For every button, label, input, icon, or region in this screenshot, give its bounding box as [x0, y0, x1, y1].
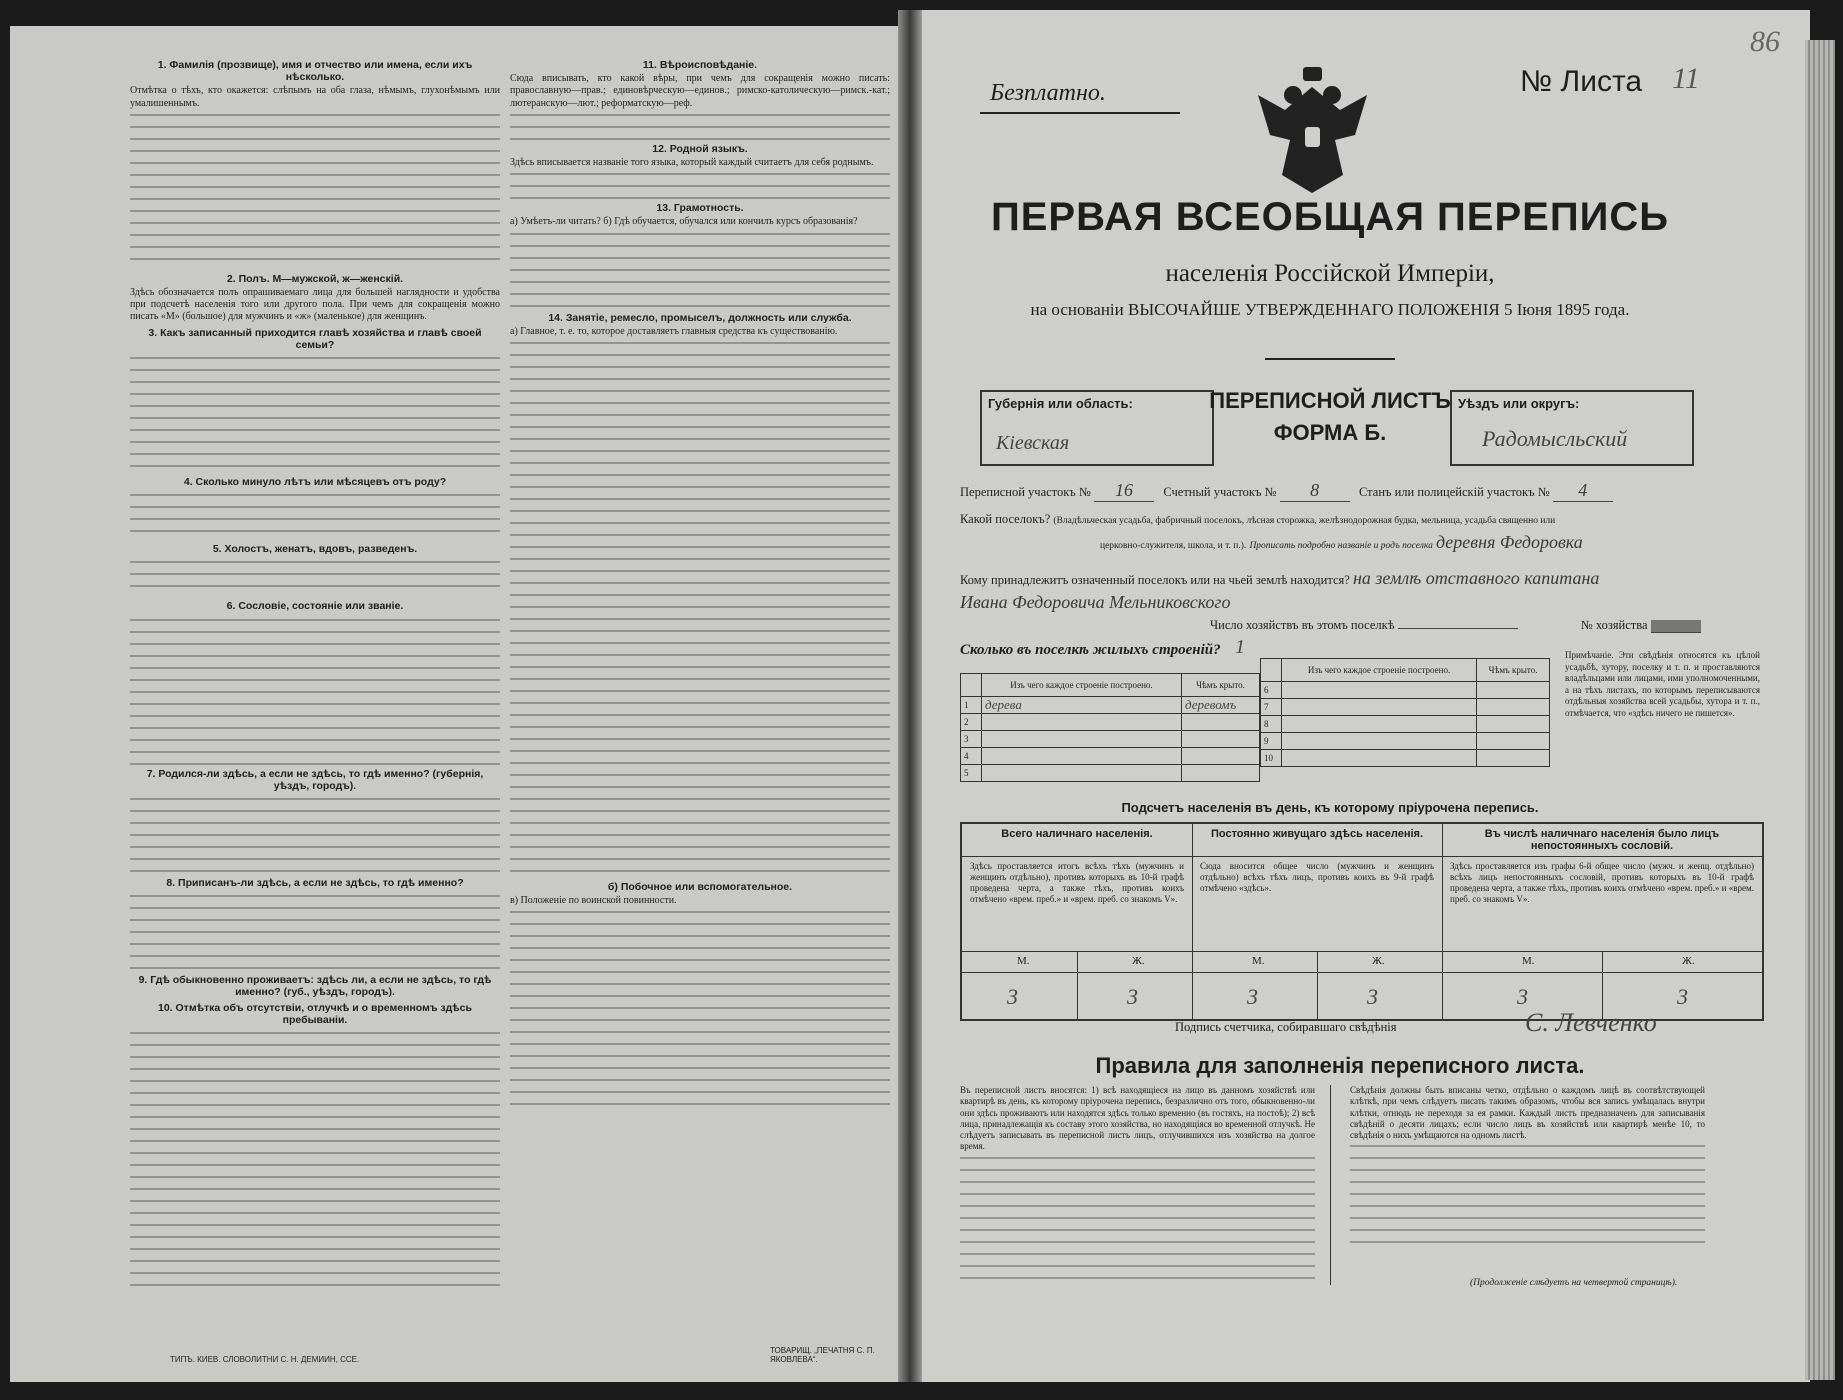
uezd-box — [1450, 390, 1694, 466]
settlement-field[interactable]: деревня Федоровка — [1435, 532, 1583, 552]
table-row: 1 дерева деревомъ — [961, 697, 1260, 714]
buildings-table-right: Изъ чего каждое строеніе построено. Чѣмъ крыто. 6 7 8 9 10 — [1260, 658, 1550, 767]
sex-header-row: М. Ж. М. Ж. М. Ж. — [962, 951, 1762, 973]
resident-population-column: Постоянно живущаго здѣсь населенія. Сюда вносится общее число (мужчинъ и женщинъ отдѣльно) всѣхъ тѣхъ лицъ, противъ коихъ въ 9-й графѣ отмѣчено «здѣсь». — [1192, 824, 1443, 1019]
buildings-note: Примѣчаніе. Эти свѣдѣнія относятся къ цѣлой усадьбѣ, хутору, поселку и т. п. и проставляются владѣльцами или лицами, ими уполномоченными, а на тѣхъ листахъ, по которымъ переписываются отдѣльныя хозяйства всей усадьбы, хутора и т. п., отмѣчается, что «здѣсь ничего не пишется». — [1565, 650, 1760, 718]
households-field[interactable] — [1398, 628, 1518, 629]
instructions-column-1 — [130, 56, 500, 1356]
households-line: Число хозяйствъ въ этомъ поселкѣ № хозяйства — [960, 618, 1720, 633]
stan-field[interactable]: 4 — [1553, 480, 1613, 502]
present-female-field[interactable]: 3 — [1127, 984, 1138, 1009]
household-no-field[interactable] — [1651, 620, 1701, 633]
page-edges — [1805, 40, 1835, 1380]
table-row: 3 — [961, 731, 1260, 748]
book-spine — [898, 10, 922, 1382]
uezd-label: Уѣздъ или округъ: — [1458, 396, 1580, 411]
section-14-b: б) Побочное или вспомогательное. в) Положеніе по воинской повинности. — [510, 881, 890, 1107]
census-subtitle: населенія Россійской Имперіи, — [1165, 260, 1495, 287]
owner-line: Кому принадлежитъ означенный поселокъ или на чьей землѣ находится? на землѣ отставного капитана — [960, 568, 1600, 588]
archive-page-number: 86 — [1750, 25, 1780, 58]
nonperm-male-field[interactable]: 3 — [1517, 984, 1528, 1009]
table-row: 6 — [1261, 682, 1550, 699]
section-10: 10. Отмѣтка объ отсутствіи, отлучкѣ и о временномъ здѣсь пребываніи. — [130, 1002, 500, 1288]
rules-column-1: Въ переписной листъ вносятся: 1) всѣ находящіеся на лицо въ данномъ хозяйствѣ или квартирѣ въ день, къ которому пріурочена перепись, безразлично отъ того, обыкновенно-ли они здѣсь проживаютъ или находятся здѣсь только временно (въ гостяхъ, на постоѣ); 2) всѣ лица, принадлежащія къ составу этого хозяйства, но находящіяся во временной отлучкѣ. Не слѣдуетъ записывать въ переписной листъ лицъ, отлучившихся изъ хозяйства на долгое время. — [960, 1085, 1315, 1283]
census-title: ПЕРВАЯ ВСЕОБЩАЯ ПЕРЕПИСЬ — [991, 195, 1669, 239]
owner-field-2[interactable]: Ивана Федоровича Мельниковского — [960, 592, 1231, 612]
instructions-page — [10, 26, 910, 1382]
buildings-count-field[interactable]: 1 — [1235, 636, 1245, 658]
census-section-field[interactable]: 16 — [1094, 480, 1154, 502]
section-5: 5. Холостъ, женатъ, вдовъ, разведенъ. — [130, 543, 500, 597]
form-title: ПЕРЕПИСНОЙ ЛИСТЪ ФОРМА Б. — [1209, 388, 1451, 445]
guberniya-field[interactable]: Кіевская — [996, 432, 1070, 454]
rules-column-2: Свѣдѣнія должны быть вписаны четко, отдѣльно о каждомъ лицѣ въ соотвѣтствующей клѣткѣ, при чемъ слѣдуетъ писать такимъ образомъ, чтобы вся запись умѣщалась внутри клѣтки, отнюдь не переходя за ея рамки. Каждый листъ предназначенъ для записыванія свѣдѣній о десяти лицахъ; если число лицъ въ хозяйствѣ или квартирѣ менѣе 10, то свѣдѣнія о нихъ умѣщаются на одномъ листѣ. — [1350, 1085, 1705, 1251]
section-14: 14. Занятіе, ремесло, промыселъ, должность или служба. а) Главное, т. е. то, которое доставляетъ главныя средства къ существованію. — [510, 312, 890, 878]
buildings-table-left: Изъ чего каждое строеніе построено. Чѣмъ крыто. 1 дерева деревомъ 2 3 4 5 — [960, 673, 1260, 782]
printer-imprint-right: ТОВАРИЩ. „ПЕЧАТНЯ С. П. ЯКОВЛЕВА“. — [770, 1346, 875, 1364]
instructions-column-2 — [510, 56, 890, 1316]
section-1: 1. Фамилія (прозвище), имя и отчество или имена, если ихъ нѣсколько. Отмѣтка о тѣхъ, кто окажется: слѣпымъ на оба глаза, нѣмымъ, глухонѣмымъ или умалишеннымъ. — [130, 59, 500, 270]
continued-note: (Продолженіе слѣдуетъ на четвертой страницѣ). — [1470, 1278, 1678, 1288]
sections-line: Переписной участокъ № 16 Счетный участокъ № 8 Станъ или полицейскій участокъ № 4 — [960, 480, 1720, 502]
settlement-line: Какой поселокъ? (Владѣльческая усадьба, фабричный поселокъ, лѣсная сторожка, желѣзнодорожная будка, мельница, усадьба священно или — [960, 512, 1556, 526]
resident-female-field[interactable]: 3 — [1367, 984, 1378, 1009]
settlement-line-2: церковно-служителя, школа, и т. п.). Прописать подробно названіе и родъ поселка деревня Федоровка — [1100, 532, 1583, 552]
table-row: 4 — [961, 748, 1260, 765]
population-title: Подсчетъ населенія въ день, къ которому пріурочена перепись. — [1121, 800, 1539, 815]
population-table — [960, 822, 1764, 1021]
enumerator-signature-label: Подпись счетчика, собиравшаго свѣдѣнія — [1175, 1020, 1397, 1034]
nonperm-female-field[interactable]: 3 — [1677, 984, 1688, 1009]
section-4: 4. Сколько минуло лѣтъ или мѣсяцевъ отъ роду? — [130, 476, 500, 540]
section-8: 8. Приписанъ-ли здѣсь, а если не здѣсь, то гдѣ именно? — [130, 877, 500, 971]
table-row: 7 — [1261, 699, 1550, 716]
table-row: 9 — [1261, 733, 1550, 750]
guberniya-box — [980, 390, 1214, 466]
sheet-number-value: 11 — [1672, 62, 1700, 95]
table-row: 10 — [1261, 750, 1550, 767]
owner-line-2 — [960, 592, 1720, 613]
legal-basis: на основаніи ВЫСОЧАЙШЕ УТВЕРЖДЕННАГО ПОЛОЖЕНІЯ 5 Іюня 1895 года. — [1030, 300, 1630, 319]
non-permanent-column: Въ числѣ наличнаго населенія было лицъ непостоянныхъ сословій. Здѣсь проставляется изъ графы 6-й общее число (мужч. и женщ. отдѣльно) всѣхъ лицъ непостоянныхъ сословій, противъ которыхъ въ 10-й графѣ проведена черта, а также тѣхъ, противъ коихъ отмѣчено «врем. преб.» и «врем. преб. со знакомъ V». — [1442, 824, 1762, 1019]
section-13: 13. Грамотность. а) Умѣетъ-ли читать? б) Гдѣ обучается, обучался или кончилъ курсъ образованія? — [510, 202, 890, 308]
sheet-number-label: № Листа — [1520, 65, 1643, 98]
census-form-page — [910, 10, 1810, 1382]
rules-title: Правила для заполненія переписного листа. — [1095, 1053, 1585, 1078]
uezd-field[interactable]: Радомысльский — [1482, 426, 1628, 451]
free-of-charge-label: Безплатно. — [990, 80, 1106, 106]
section-7: 7. Родился-ли здѣсь, а если не здѣсь, то гдѣ именно? (губернія, уѣздъ, городъ). — [130, 768, 500, 874]
section-11: 11. Вѣроисповѣданіе. Сюда вписывать, кто какой вѣры, при чемъ для сокращенія можно писать: православную—прав.; единовѣрческую—единов.; римско-католическую—римск.-кат.; лютеранскую—лют.; реформатскую—реф. — [510, 59, 890, 140]
double-headed-eagle-icon — [1255, 65, 1370, 195]
section-9: 9. Гдѣ обыкновенно проживаетъ: здѣсь ли, а если не здѣсь, то гдѣ именно? (губ., уѣздъ, городъ). — [138, 974, 492, 999]
present-population-column: Всего наличнаго населенія. Здѣсь проставляется итогъ всѣхъ тѣхъ (мужчинъ и женщинъ отдѣльно), противъ которыхъ въ 10-й графѣ проведена черта, а также тѣхъ, противъ коихъ отмѣчено «врем. преб.» и «врем. преб. со знакомъ V». — [962, 824, 1193, 1019]
guberniya-label: Губернія или область: — [988, 396, 1133, 411]
table-row: 8 — [1261, 716, 1550, 733]
section-6: 6. Сословіе, состояніе или званіе. — [130, 600, 500, 764]
section-12: 12. Родной языкъ. Здѣсь вписывается названіе того языка, который каждый считаетъ для себя роднымъ. — [510, 143, 890, 199]
table-row: 2 — [961, 714, 1260, 731]
table-row: 5 — [961, 765, 1260, 782]
count-section-field[interactable]: 8 — [1280, 480, 1350, 502]
enumerator-signature-field[interactable]: С. Левченко — [1525, 1008, 1657, 1037]
resident-male-field[interactable]: 3 — [1247, 984, 1258, 1009]
printer-imprint-left: ТИПЪ. КИЕВ. СЛОВОЛИТНИ С. Н. ДЕМИИН, ССЕ. — [170, 1355, 360, 1364]
section-3: 3. Какъ записанный приходится главѣ хозяйства и главѣ своей семьи? — [130, 327, 500, 473]
buildings-label: Сколько въ поселкѣ жилыхъ строеній? — [960, 642, 1221, 658]
owner-field[interactable]: на землѣ отставного капитана — [1352, 568, 1600, 588]
section-2: 2. Полъ. М—мужской, ж—женскій. Здѣсь обозначается полъ опрашиваемаго лица для большей наглядности и удобства при подсчетѣ населенія того или другого пола. При чемъ для сокращенія можно писать «М» (большое) для мужчинъ и «ж» (маленькое) для женщинъ. — [130, 272, 500, 323]
present-male-field[interactable]: 3 — [1007, 984, 1018, 1009]
